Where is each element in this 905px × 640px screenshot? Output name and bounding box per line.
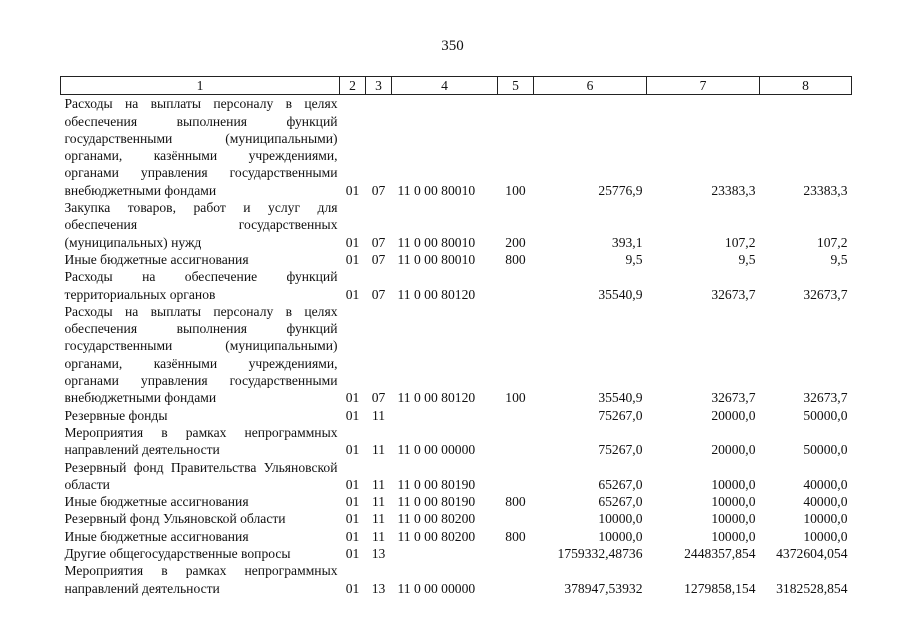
header-row <box>61 77 852 95</box>
row-subsection-code: 07 <box>371 182 386 198</box>
row-value-col-8: 9,5 <box>830 251 848 267</box>
row-name: Другие общегосударственные вопросы <box>64 546 291 562</box>
row-name: Резервный фонд Правительства Ульяновской области <box>64 459 338 492</box>
row-value-col-7: 32673,7 <box>711 286 756 302</box>
row-value-col-8: 50000,0 <box>803 407 848 423</box>
row-section-code: 01 <box>345 251 360 267</box>
row-value-col-6: 35540,9 <box>598 390 643 406</box>
table-row <box>61 562 852 597</box>
table-row <box>61 510 852 527</box>
row-section-code: 01 <box>345 476 360 492</box>
row-value-col-7: 10000,0 <box>711 528 756 544</box>
row-expense-type: 800 <box>505 494 526 510</box>
row-target-article: 11 0 00 80120 <box>397 390 476 406</box>
row-subsection-code: 11 <box>371 442 386 458</box>
row-target-article: 11 0 00 80190 <box>397 476 476 492</box>
table-row <box>61 545 852 562</box>
table-row <box>61 493 852 510</box>
row-value-col-8: 10000,0 <box>803 511 848 527</box>
row-subsection-code: 07 <box>371 234 386 250</box>
row-target-article: 11 0 00 80200 <box>397 528 476 544</box>
row-name: Иные бюджетные ассигнования <box>64 251 249 267</box>
row-name: Закупка товаров, работ и услуг для обеспечения государственных (муниципальных) нужд <box>64 200 338 250</box>
table-row <box>61 95 852 199</box>
table-row <box>61 268 852 303</box>
row-value-col-7: 107,2 <box>724 234 756 250</box>
row-section-code: 01 <box>345 511 360 527</box>
row-subsection-code: 13 <box>371 580 386 596</box>
row-subsection-code: 07 <box>371 251 386 267</box>
row-value-col-7: 10000,0 <box>711 511 756 527</box>
row-value-col-6: 10000,0 <box>598 528 643 544</box>
table-row <box>61 424 852 459</box>
row-expense-type <box>498 268 534 303</box>
row-value-col-8: 40000,0 <box>803 494 848 510</box>
row-target-article: 11 0 00 80200 <box>397 511 476 527</box>
row-section-code: 01 <box>345 494 360 510</box>
row-value-col-8: 4372604,054 <box>776 546 848 562</box>
table-row <box>61 407 852 424</box>
row-expense-type <box>498 424 534 459</box>
row-name: Расходы на обеспечение функций территориальных органов <box>64 269 338 302</box>
row-value-col-8: 10000,0 <box>803 528 848 544</box>
row-value-col-7: 20000,0 <box>711 442 756 458</box>
row-value-col-6: 65267,0 <box>598 476 643 492</box>
row-value-col-7: 32673,7 <box>711 390 756 406</box>
table-row <box>61 528 852 545</box>
row-expense-type: 200 <box>505 234 526 250</box>
row-target-article <box>392 545 498 562</box>
row-section-code: 01 <box>345 286 360 302</box>
table-row <box>61 251 852 268</box>
row-target-article: 11 0 00 80010 <box>397 182 476 198</box>
row-subsection-code: 11 <box>371 476 386 492</box>
row-name: Иные бюджетные ассигнования <box>64 528 249 544</box>
row-name: Мероприятия в рамках непрограммных направлений деятельности <box>64 424 338 458</box>
row-name: Резервный фонд Ульяновской области <box>64 511 286 527</box>
row-value-col-8: 50000,0 <box>803 442 848 458</box>
budget-table <box>60 76 852 597</box>
row-expense-type: 800 <box>505 528 526 544</box>
row-subsection-code: 11 <box>371 511 386 527</box>
table-row <box>61 459 852 494</box>
row-expense-type <box>498 545 534 562</box>
row-name: Мероприятия в рамках непрограммных направлений деятельности <box>64 563 338 596</box>
row-value-col-8: 32673,7 <box>803 390 848 406</box>
row-value-col-7: 20000,0 <box>711 407 756 423</box>
row-value-col-7: 2448357,854 <box>684 546 756 562</box>
header-col-1: 1 <box>61 77 340 95</box>
row-section-code: 01 <box>345 234 360 250</box>
header-col-8: 8 <box>760 77 852 95</box>
row-section-code: 01 <box>345 182 360 198</box>
row-name: Резервные фонды <box>64 407 168 423</box>
row-subsection-code: 07 <box>371 286 386 302</box>
row-name: Расходы на выплаты персоналу в целях обеспечения выполнения функций государственными (муниципальными) органами, казёнными учреждениями, органами управления государственными внебюджетными фондами <box>64 96 338 198</box>
row-section-code: 01 <box>345 528 360 544</box>
row-value-col-8: 107,2 <box>816 234 848 250</box>
row-value-col-6: 9,5 <box>625 251 643 267</box>
row-value-col-6: 35540,9 <box>598 286 643 302</box>
row-target-article <box>392 407 498 424</box>
row-value-col-6: 65267,0 <box>598 494 643 510</box>
row-value-col-7: 10000,0 <box>711 476 756 492</box>
row-value-col-6: 1759332,48736 <box>557 546 643 562</box>
row-value-col-7: 1279858,154 <box>684 580 756 596</box>
row-expense-type <box>498 562 534 597</box>
header-col-7: 7 <box>647 77 760 95</box>
row-subsection-code: 07 <box>371 390 386 406</box>
row-value-col-6: 75267,0 <box>598 407 643 423</box>
row-expense-type: 100 <box>505 390 526 406</box>
row-expense-type: 800 <box>505 251 526 267</box>
row-name: Расходы на выплаты персоналу в целях обеспечения выполнения функций государственными (муниципальными) органами, казёнными учреждениями, органами управления государственными внебюджетными фондами <box>64 303 338 406</box>
row-section-code: 01 <box>345 442 360 458</box>
table-row <box>61 199 852 251</box>
header-col-4: 4 <box>392 77 498 95</box>
row-target-article: 11 0 00 80120 <box>397 286 476 302</box>
row-target-article: 11 0 00 80010 <box>397 234 476 250</box>
row-value-col-7: 23383,3 <box>711 182 756 198</box>
row-expense-type <box>498 407 534 424</box>
row-value-col-8: 32673,7 <box>803 286 848 302</box>
row-target-article: 11 0 00 00000 <box>397 442 476 458</box>
row-value-col-6: 25776,9 <box>598 182 643 198</box>
row-value-col-6: 378947,53932 <box>564 580 643 596</box>
row-value-col-7: 9,5 <box>738 251 756 267</box>
row-value-col-6: 10000,0 <box>598 511 643 527</box>
table-row <box>61 303 852 407</box>
row-value-col-8: 40000,0 <box>803 476 848 492</box>
row-value-col-6: 393,1 <box>611 234 643 250</box>
row-section-code: 01 <box>345 546 360 562</box>
row-value-col-6: 75267,0 <box>598 442 643 458</box>
row-value-col-8: 3182528,854 <box>776 580 848 596</box>
row-value-col-8: 23383,3 <box>803 182 848 198</box>
table-body <box>61 95 852 597</box>
row-target-article: 11 0 00 80190 <box>397 494 476 510</box>
header-col-5: 5 <box>498 77 534 95</box>
row-name: Иные бюджетные ассигнования <box>64 494 249 510</box>
header-col-6: 6 <box>534 77 647 95</box>
row-value-col-7: 10000,0 <box>711 494 756 510</box>
row-expense-type: 100 <box>505 182 526 198</box>
row-subsection-code: 11 <box>371 528 386 544</box>
page-number: 350 <box>441 38 464 54</box>
row-target-article: 11 0 00 00000 <box>397 580 476 596</box>
row-expense-type <box>498 459 534 494</box>
row-section-code: 01 <box>345 390 360 406</box>
header-col-2: 2 <box>340 77 366 95</box>
row-subsection-code: 11 <box>371 494 386 510</box>
header-col-3: 3 <box>366 77 392 95</box>
row-section-code: 01 <box>345 407 360 423</box>
row-section-code: 01 <box>345 580 360 596</box>
row-expense-type <box>498 510 534 527</box>
row-subsection-code: 11 <box>371 407 386 423</box>
row-target-article: 11 0 00 80010 <box>397 251 476 267</box>
row-subsection-code: 13 <box>371 546 386 562</box>
